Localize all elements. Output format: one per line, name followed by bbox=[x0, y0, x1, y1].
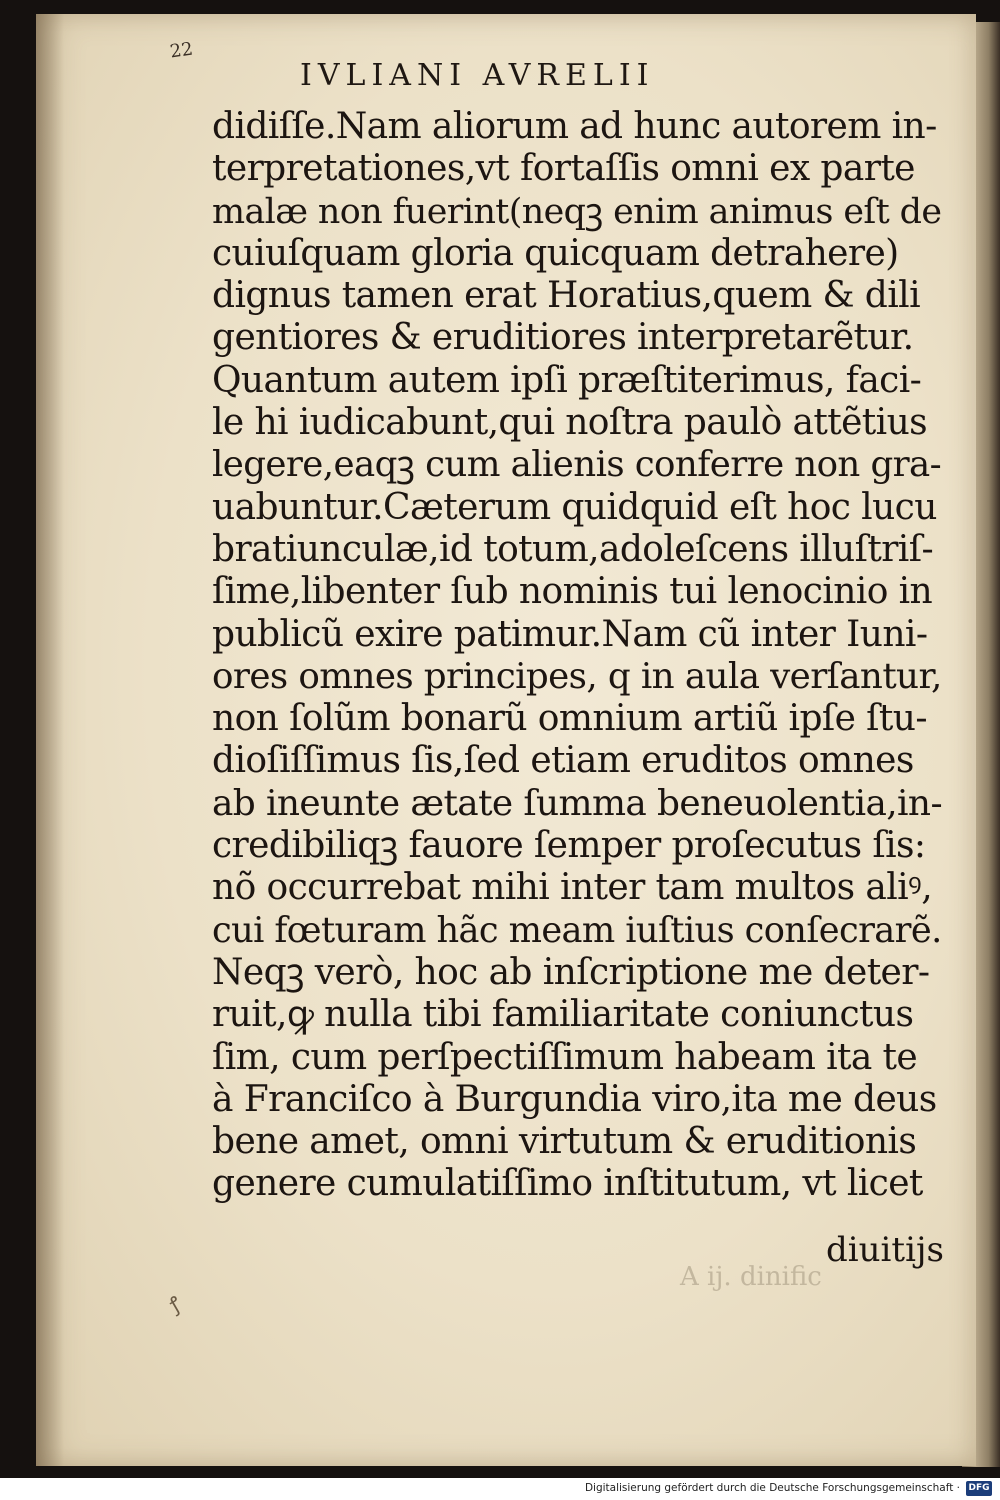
text-line: genere cumulatiſſimo inſtitutum, vt licet bbox=[212, 1163, 923, 1205]
text-line: terpretationes,vt fortaſſis omni ex parte bbox=[212, 148, 915, 190]
catchword: diuitijs bbox=[826, 1230, 944, 1270]
text-line: ab ineunte ætate ſumma beneuolentia,in- bbox=[212, 782, 942, 824]
text-line: cui fœturam hãc meam iuſtius conſecrarẽ. bbox=[212, 909, 942, 951]
dfg-logo[interactable]: DFG bbox=[966, 1481, 992, 1496]
text-line: ruit,ꝙ nulla tibi familiaritate coniunctus bbox=[212, 994, 914, 1036]
text-line: credibiliqꝫ fauore ſemper proſecutus ſis: bbox=[212, 825, 926, 867]
signature-mark-bleed: A ij. dinific bbox=[680, 1262, 822, 1292]
running-head: IVLIANI AVRELII bbox=[300, 58, 655, 93]
gutter-shadow bbox=[36, 14, 64, 1466]
text-line: nõ occurrebat mihi inter tam multos aliꝰ, bbox=[212, 867, 933, 909]
text-line: Neqꝫ verò, hoc ab inſcriptione me deter- bbox=[212, 951, 930, 993]
text-line: didiſſe.Nam aliorum ad hunc autorem in- bbox=[212, 106, 937, 147]
text-line: malæ non fuerint(neqꝫ enim animus eſt de bbox=[212, 191, 942, 232]
footer-bar bbox=[0, 1478, 1000, 1500]
text-line: cuiuſquam gloria quicquam detrahere) bbox=[212, 232, 899, 274]
text-line: publicũ exire patimur.Nam cũ inter Iuni- bbox=[212, 613, 928, 655]
footer-credit: Digitalisierung gefördert durch die Deutsche Forschungsgemeinschaft · bbox=[584, 1482, 960, 1494]
text-line: legere,eaqꝫ cum alienis conferre non gra- bbox=[212, 444, 942, 486]
text-line: uabuntur.Cæterum quidquid eſt hoc lucu bbox=[212, 486, 937, 528]
text-line: bene amet, omni virtutum & eruditionis bbox=[212, 1121, 917, 1163]
text-line: Quantum autem ipſi præſtiterimus, faci- bbox=[212, 359, 922, 401]
text-line: dioſiſſimus ſis,ſed etiam eruditos omnes bbox=[212, 740, 914, 782]
text-block bbox=[212, 106, 942, 1206]
text-line: dignus tamen erat Horatius,quem & dili bbox=[212, 275, 920, 317]
text-line: gentiores & eruditiores interpretarẽtur. bbox=[212, 317, 914, 359]
text-line: bratiunculæ,id totum,adoleſcens illuſtriſ- bbox=[212, 528, 934, 570]
text-line: ſime,libenter ſub nominis tui lenocinio in bbox=[212, 571, 933, 613]
folio-number: 22 bbox=[168, 38, 195, 63]
ink-mark: ꝭ bbox=[164, 1291, 186, 1317]
text-line: le hi iudicabunt,qui noſtra paulò attẽtius bbox=[212, 402, 928, 444]
text-line: ores omnes principes, q in aula verſantur, bbox=[212, 655, 942, 697]
text-line: ſim, cum perſpectiſſimum habeam ita te bbox=[212, 1036, 918, 1078]
text-line: à Franciſco à Burgundia viro,ita me deus bbox=[212, 1078, 937, 1120]
text-line: non ſolũm bonarũ omnium artiũ ipſe ſtu- bbox=[212, 698, 927, 740]
